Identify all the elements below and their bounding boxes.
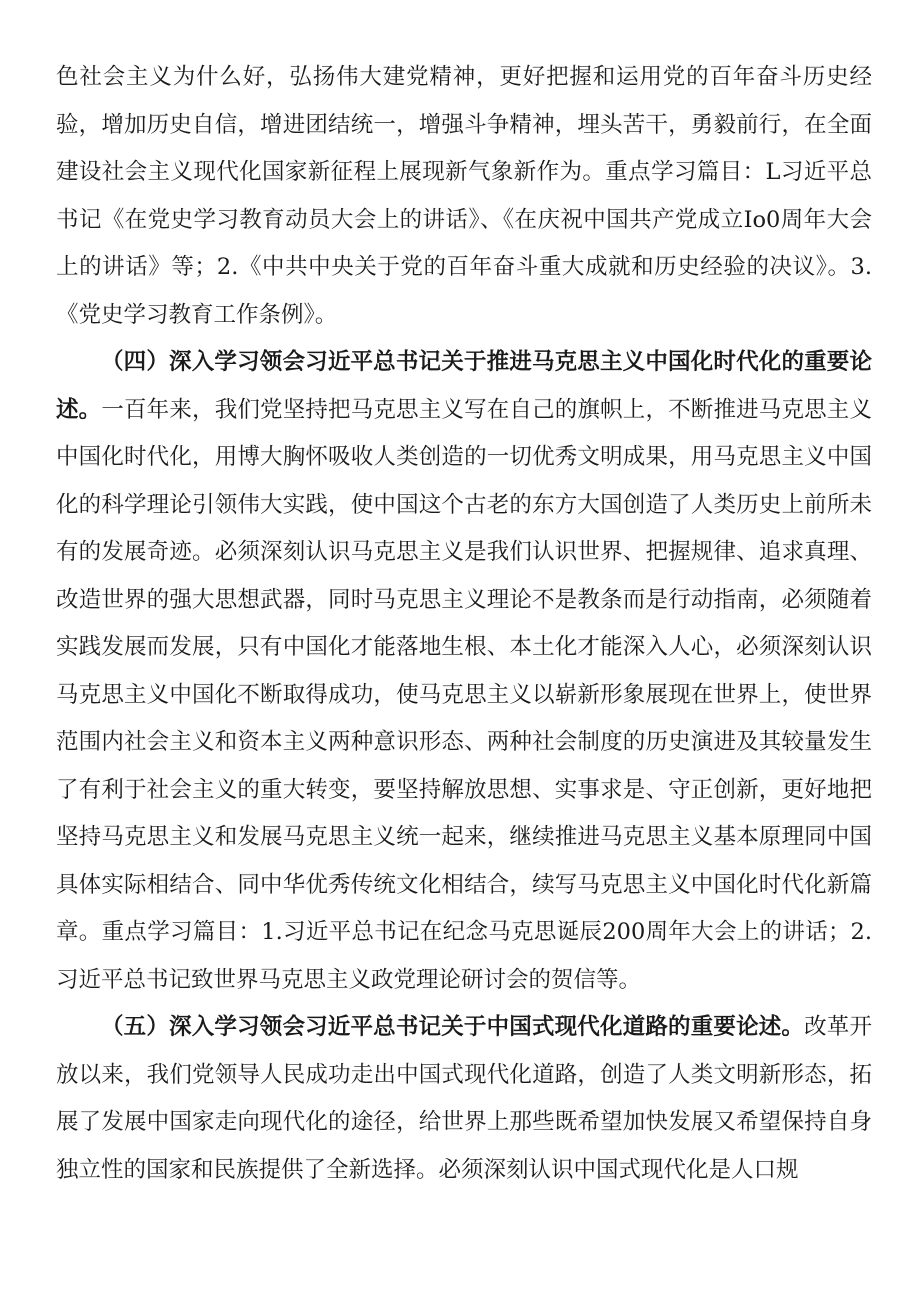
- paragraph-section-5: [56, 1004, 872, 1194]
- section-heading-5: （五）深入学习领会习近平总书记关于中国式现代化道路的重要论述。: [101, 1014, 805, 1040]
- paragraph-section-4: [56, 339, 872, 1004]
- paragraph-text: 色社会主义为什么好，弘扬伟大建党精神，更好把握和运用党的百年奋斗历史经验，增加历史自信，增进团结统一，增强斗争精神，埋头苦干，勇毅前行，在全面建设社会主义现代化国家新征程上展现新气象新作为。重点学习篇目：L习近平总书记《在党史学习教育动员大会上的讲话》、《在庆祝中国共产党成立Io0周年大会上的讲话》等；2.《中共中央关于党的百年奋斗重大成就和历史经验的决议》。3.《党史学习教育工作条例》。: [56, 64, 872, 328]
- paragraph-continuation: [56, 54, 872, 339]
- paragraph-text: 一百年来，我们党坚持把马克思主义写在自己的旗帜上，不断推进马克思主义中国化时代化，用博大胸怀吸收人类创造的一切优秀文明成果，用马克思主义中国化的科学理论引领伟大实践，使中国这个古老的东方大国创造了人类历史上前所未有的发展奇迹。必须深刻认识马克思主义是我们认识世界、把握规律、追求真理、改造世界的强大思想武器，同时马克思主义理论不是教条而是行动指南，必须随着实践发展而发展，只有中国化才能落地生根、本土化才能深入人心，必须深刻认识马克思主义中国化不断取得成功，使马克思主义以崭新形象展现在世界上，使世界范围内社会主义和资本主义两种意识形态、两种社会制度的历史演进及其较量发生了有利于社会主义的重大转变，要坚持解放思想、实事求是、守正创新，更好地把坚持马克思主义和发展马克思主义统一起来，继续推进马克思主义基本原理同中国具体实际相结合、同中华优秀传统文化相结合，续写马克思主义中国化时代化新篇章。重点学习篇目：1.习近平总书记在纪念马克思诞辰200周年大会上的讲话；2.习近平总书记致世界马克思主义政党理论研讨会的贺信等。: [56, 396, 872, 993]
- document-page: [56, 54, 872, 1194]
- paragraph-text: 改革开放以来，我们党领导人民成功走出中国式现代化道路，创造了人类文明新形态，拓展了发展中国家走向现代化的途径，给世界上那些既希望加快发展又希望保持自身独立性的国家和民族提供了全新选择。必须深刻认识中国式现代化是人口规: [56, 1014, 872, 1183]
- section-heading-4: （四）深入学习领会习近平总书记关于推进马克思主义中国化时代化的重要论述。: [56, 349, 872, 423]
